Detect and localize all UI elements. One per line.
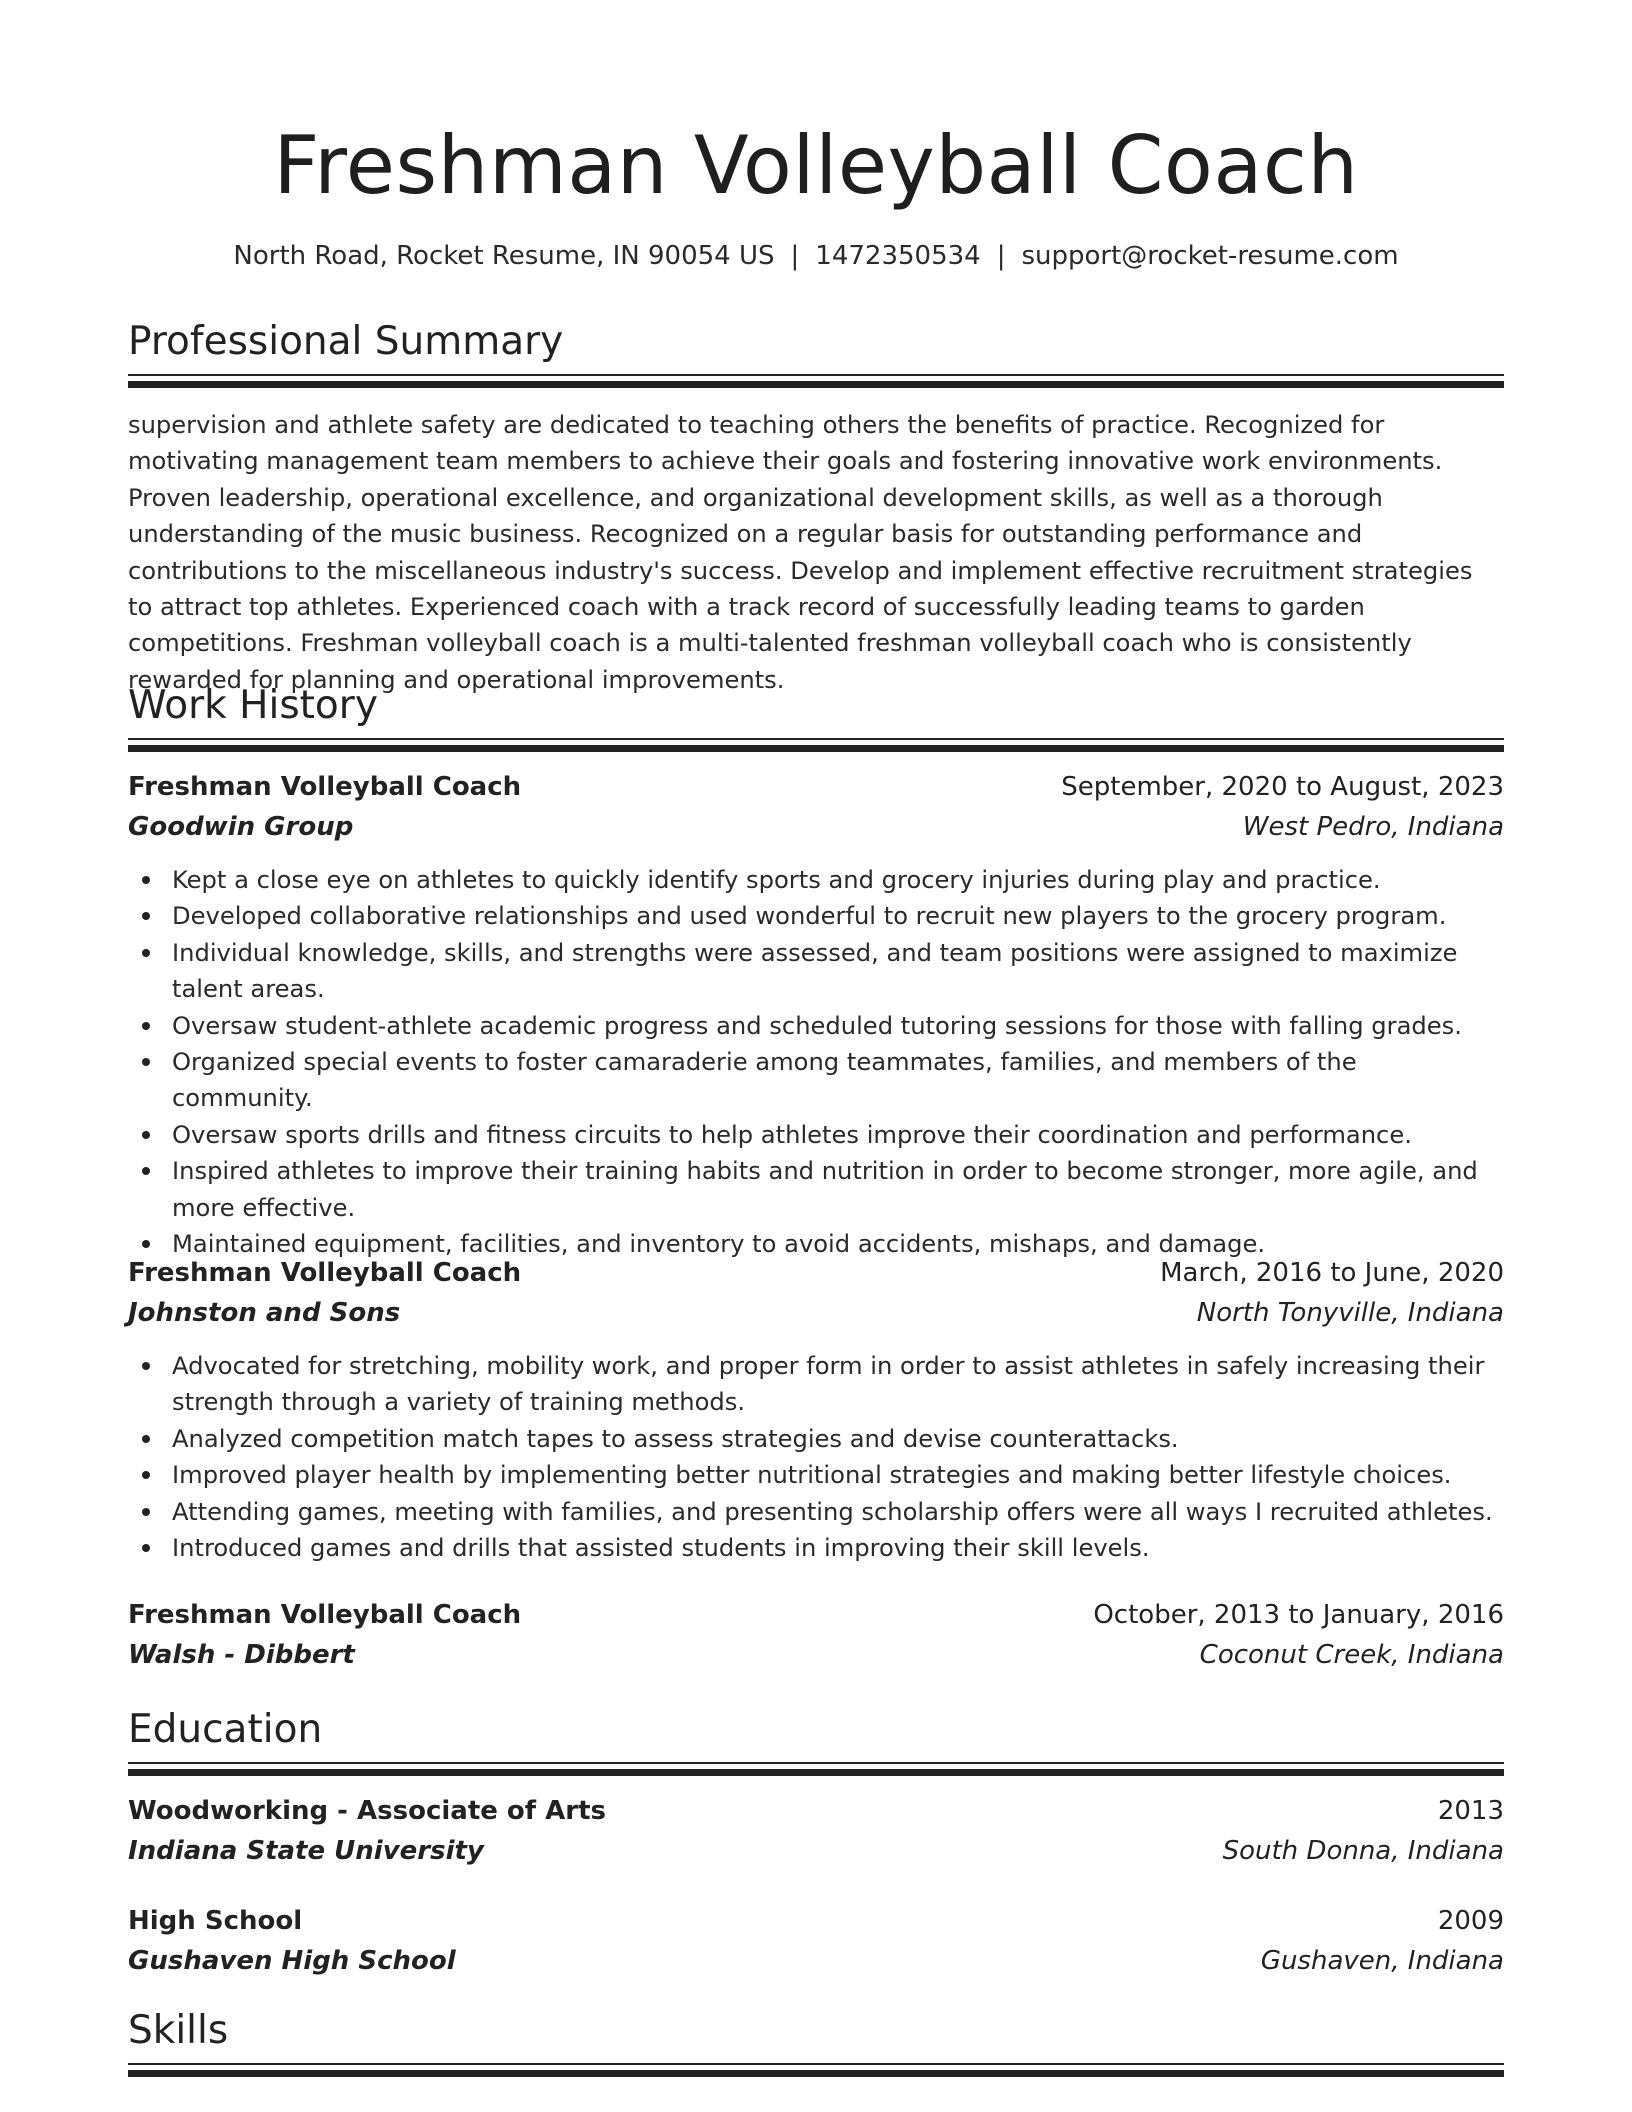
contact-separator: | — [996, 241, 1006, 271]
job-company-row — [128, 808, 1504, 846]
list-item: Oversaw sports drills and fitness circuits to help athletes improve their coordination and performance. — [172, 1117, 1504, 1153]
job-bullets — [128, 1348, 1504, 1566]
job-dates: September, 2020 to August, 2023 — [1061, 772, 1504, 802]
section-divider — [128, 2063, 1504, 2077]
education-degree-row — [128, 1902, 1504, 1940]
section-title-work-history: Work History — [128, 683, 378, 728]
education-location: Gushaven, Indiana — [1260, 1946, 1504, 1976]
section-divider — [128, 1762, 1504, 1776]
section-divider — [128, 738, 1504, 752]
job-dates: March, 2016 to June, 2020 — [1160, 1258, 1504, 1288]
summary-text: supervision and athlete safety are dedicated to teaching others the benefits of practice. Recognized for motivating management team members to achieve their goals and fostering innovative work environments. Proven leadership, operational excellence, and organizational development skills, as well as a thorough understanding of the music business. Recognized on a regular basis for outstanding performance and contributions to the miscellaneous industry's success. Develop and implement effective recruitment strategies to attract top athletes. Experienced coach with a track record of successfully leading teams to garden competitions. Freshman volleyball coach is a multi-talented freshman volleyball coach who is consistently rewarded for planning and operational improvements. — [128, 411, 1473, 694]
education-location: South Donna, Indiana — [1222, 1836, 1504, 1866]
job-title-row — [128, 1596, 1504, 1634]
job-title-row — [128, 1254, 1504, 1292]
education-degree: High School — [128, 1906, 303, 1936]
contact-separator: | — [790, 241, 800, 271]
education-degree: Woodworking - Associate of Arts — [128, 1796, 607, 1826]
education-degree-row — [128, 1792, 1504, 1830]
list-item: Introduced games and drills that assisted students in improving their skill levels. — [172, 1530, 1504, 1566]
list-item: Analyzed competition match tapes to assess strategies and devise counterattacks. — [172, 1421, 1504, 1457]
education-school-row — [128, 1942, 1504, 1980]
section-title-summary: Professional Summary — [128, 319, 564, 364]
contact-email[interactable]: support@rocket-resume.com — [1021, 241, 1399, 271]
job-company: Johnston and Sons — [128, 1298, 401, 1328]
list-item: Improved player health by implementing better nutritional strategies and making better lifestyle choices. — [172, 1457, 1504, 1493]
education-school: Indiana State University — [128, 1836, 484, 1866]
job-role: Freshman Volleyball Coach — [128, 1258, 522, 1288]
list-item: Developed collaborative relationships and used wonderful to recruit new players to the grocery program. — [172, 898, 1504, 934]
education-year: 2013 — [1437, 1796, 1504, 1826]
job-role: Freshman Volleyball Coach — [128, 1600, 522, 1630]
list-item: Attending games, meeting with families, and presenting scholarship offers were all ways I recruited athletes. — [172, 1494, 1504, 1530]
job-role: Freshman Volleyball Coach — [128, 772, 522, 802]
education-school: Gushaven High School — [128, 1946, 456, 1976]
list-item: Maintained equipment, facilities, and inventory to avoid accidents, mishaps, and damage. — [172, 1226, 1504, 1262]
contact-phone: 1472350534 — [815, 241, 981, 271]
candidate-name: Freshman Volleyball Coach — [273, 119, 1359, 212]
education-school-row — [128, 1832, 1504, 1870]
list-item: Advocated for stretching, mobility work, and proper form in order to assist athletes in safely increasing their strength through a variety of training methods. — [172, 1348, 1504, 1421]
job-location: Coconut Creek, Indiana — [1199, 1640, 1504, 1670]
section-title-skills: Skills — [128, 2008, 229, 2053]
list-item: Kept a close eye on athletes to quickly identify sports and grocery injuries during play and practice. — [172, 862, 1504, 898]
section-title-education: Education — [128, 1707, 323, 1752]
list-item: Organized special events to foster camaraderie among teammates, families, and members of the community. — [172, 1044, 1504, 1117]
job-location: North Tonyville, Indiana — [1196, 1298, 1504, 1328]
job-company-row — [128, 1294, 1504, 1332]
job-company-row — [128, 1636, 1504, 1674]
section-divider — [128, 374, 1504, 388]
job-title-row — [128, 768, 1504, 806]
list-item: Individual knowledge, skills, and strengths were assessed, and team positions were assigned to maximize talent areas. — [172, 935, 1504, 1008]
job-dates: October, 2013 to January, 2016 — [1093, 1600, 1504, 1630]
list-item: Inspired athletes to improve their training habits and nutrition in order to become stronger, more agile, and more effective. — [172, 1153, 1504, 1226]
job-company: Goodwin Group — [128, 812, 354, 842]
job-bullets — [128, 862, 1504, 1262]
contact-address: North Road, Rocket Resume, IN 90054 US — [233, 241, 775, 271]
contact-line — [128, 238, 1504, 274]
job-company: Walsh - Dibbert — [128, 1640, 355, 1670]
list-item: Oversaw student-athlete academic progress and scheduled tutoring sessions for those with falling grades. — [172, 1008, 1504, 1044]
education-year: 2009 — [1437, 1906, 1504, 1936]
job-location: West Pedro, Indiana — [1242, 812, 1504, 842]
